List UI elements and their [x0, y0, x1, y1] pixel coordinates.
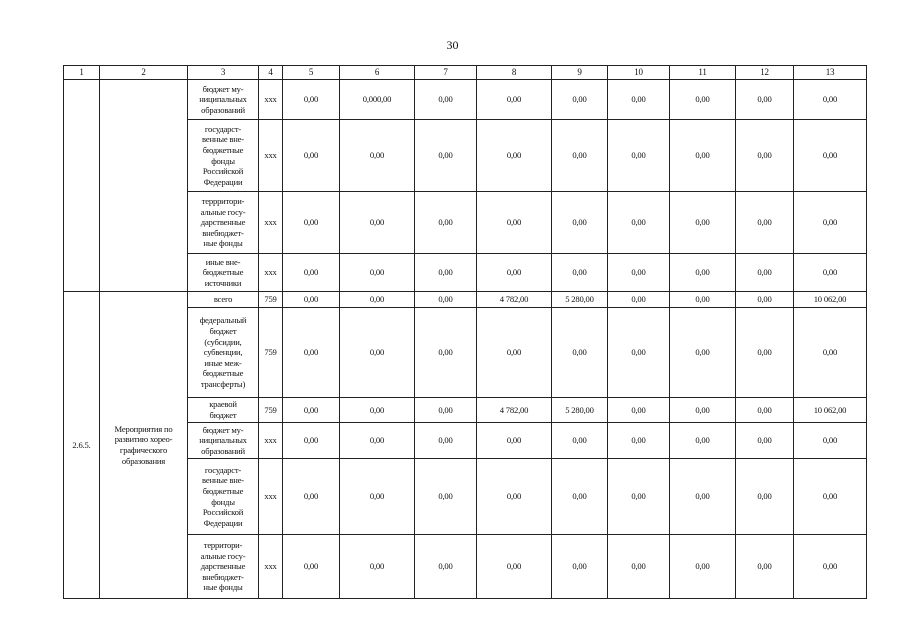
- value-cell: 0,00: [736, 120, 794, 192]
- funding-source-cell: всего: [188, 292, 259, 308]
- value-cell: 0,00: [736, 535, 794, 599]
- value-cell: 0,00: [415, 192, 477, 254]
- value-cell: 0,00: [283, 192, 340, 254]
- value-cell: 0,00: [608, 120, 670, 192]
- value-cell: 0,00: [794, 192, 867, 254]
- value-cell: 0,00: [608, 308, 670, 398]
- column-header: 9: [552, 66, 608, 80]
- value-cell: 0,00: [415, 254, 477, 292]
- value-cell: 0,00: [340, 535, 415, 599]
- column-header: 5: [283, 66, 340, 80]
- value-cell: 0,00: [552, 192, 608, 254]
- value-cell: 0,00: [552, 423, 608, 459]
- value-cell: 0,00: [608, 292, 670, 308]
- value-cell: 10 062,00: [794, 398, 867, 423]
- item-id-cell: [64, 80, 100, 292]
- value-cell: 0,00: [736, 192, 794, 254]
- table-header: [64, 66, 867, 80]
- value-cell: 0,00: [477, 80, 552, 120]
- value-cell: 0,00: [670, 192, 736, 254]
- value-cell: 0,00: [794, 254, 867, 292]
- code-cell: ххх: [259, 459, 283, 535]
- item-name-cell: [100, 80, 188, 292]
- value-cell: 0,00: [340, 308, 415, 398]
- code-cell: ххх: [259, 535, 283, 599]
- value-cell: 0,00: [340, 423, 415, 459]
- value-cell: 0,00: [736, 423, 794, 459]
- value-cell: 0,00: [415, 292, 477, 308]
- item-id-cell: 2.6.5.: [64, 292, 100, 599]
- value-cell: 0,00: [794, 80, 867, 120]
- value-cell: 0,00: [415, 398, 477, 423]
- value-cell: 0,00: [670, 398, 736, 423]
- value-cell: 0,00: [283, 535, 340, 599]
- value-cell: 0,00: [670, 120, 736, 192]
- value-cell: 0,00: [608, 254, 670, 292]
- value-cell: 4 782,00: [477, 398, 552, 423]
- value-cell: 0,00: [552, 308, 608, 398]
- table-row: [64, 80, 867, 120]
- value-cell: 0,00: [477, 535, 552, 599]
- value-cell: 0,00: [415, 120, 477, 192]
- column-header: 12: [736, 66, 794, 80]
- value-cell: 0,00: [415, 459, 477, 535]
- code-cell: ххх: [259, 192, 283, 254]
- value-cell: 0,00: [552, 254, 608, 292]
- funding-source-cell: федеральный бюджет (субсидии, субвенции, иные меж- бюджетные трансферты): [188, 308, 259, 398]
- column-header: 8: [477, 66, 552, 80]
- column-header: 3: [188, 66, 259, 80]
- value-cell: 0,00: [552, 459, 608, 535]
- value-cell: 0,00: [608, 192, 670, 254]
- budget-table: [63, 65, 867, 599]
- funding-source-cell: государст- венные вне- бюджетные фонды Российской Федерации: [188, 459, 259, 535]
- value-cell: 0,00: [477, 254, 552, 292]
- value-cell: 0,00: [794, 120, 867, 192]
- value-cell: 0,00: [608, 459, 670, 535]
- value-cell: 0,00: [794, 459, 867, 535]
- funding-source-cell: территори- альные госу- дарственные внебюджет- ные фонды: [188, 535, 259, 599]
- value-cell: 0,00: [608, 423, 670, 459]
- value-cell: 0,00: [340, 254, 415, 292]
- value-cell: 0,00: [552, 535, 608, 599]
- value-cell: 0,00: [736, 459, 794, 535]
- value-cell: 0,00: [415, 80, 477, 120]
- value-cell: 0,00: [340, 398, 415, 423]
- column-header: 6: [340, 66, 415, 80]
- value-cell: 0,00: [608, 398, 670, 423]
- column-header: 7: [415, 66, 477, 80]
- value-cell: 0,00: [736, 254, 794, 292]
- value-cell: 0,00: [415, 308, 477, 398]
- value-cell: 0,00: [340, 292, 415, 308]
- value-cell: 0,00: [608, 535, 670, 599]
- value-cell: 0,00: [736, 80, 794, 120]
- table-body: [64, 80, 867, 599]
- value-cell: 0,00: [283, 398, 340, 423]
- value-cell: 0,00: [552, 120, 608, 192]
- funding-source-cell: государст- венные вне- бюджетные фонды Российской Федерации: [188, 120, 259, 192]
- code-cell: ххх: [259, 80, 283, 120]
- column-header: 10: [608, 66, 670, 80]
- column-header: 1: [64, 66, 100, 80]
- code-cell: ххх: [259, 120, 283, 192]
- value-cell: 10 062,00: [794, 292, 867, 308]
- value-cell: 0,00: [283, 308, 340, 398]
- code-cell: ххх: [259, 254, 283, 292]
- value-cell: 0,00: [736, 398, 794, 423]
- value-cell: 0,00: [477, 459, 552, 535]
- value-cell: 0,00: [283, 459, 340, 535]
- value-cell: 0,00: [670, 459, 736, 535]
- value-cell: 0,00: [283, 80, 340, 120]
- code-cell: 759: [259, 398, 283, 423]
- value-cell: 0,00: [794, 308, 867, 398]
- value-cell: 0,00: [283, 292, 340, 308]
- code-cell: 759: [259, 308, 283, 398]
- page-number: 30: [446, 38, 459, 52]
- value-cell: 0,00: [670, 254, 736, 292]
- value-cell: 0,00: [608, 80, 670, 120]
- code-cell: ххх: [259, 423, 283, 459]
- value-cell: 5 280,00: [552, 292, 608, 308]
- value-cell: 0,00: [283, 254, 340, 292]
- value-cell: 5 280,00: [552, 398, 608, 423]
- column-header: 2: [100, 66, 188, 80]
- value-cell: 0,00: [670, 535, 736, 599]
- value-cell: 0,00: [415, 423, 477, 459]
- value-cell: 0,00: [670, 308, 736, 398]
- value-cell: 0,00: [736, 292, 794, 308]
- code-cell: 759: [259, 292, 283, 308]
- funding-source-cell: иные вне- бюджетные источники: [188, 254, 259, 292]
- table-row: [64, 292, 867, 308]
- value-cell: 0,00: [794, 423, 867, 459]
- value-cell: 0,00: [736, 308, 794, 398]
- column-header: 11: [670, 66, 736, 80]
- value-cell: 0,00: [283, 120, 340, 192]
- value-cell: 0,00: [340, 120, 415, 192]
- item-name-cell: Мероприятия по развитию хорео- графического образования: [100, 292, 188, 599]
- value-cell: 0,00: [340, 192, 415, 254]
- value-cell: 4 782,00: [477, 292, 552, 308]
- value-cell: 0,00: [283, 423, 340, 459]
- value-cell: 0,00: [670, 292, 736, 308]
- value-cell: 0,000,00: [340, 80, 415, 120]
- funding-source-cell: краевой бюджет: [188, 398, 259, 423]
- value-cell: 0,00: [670, 423, 736, 459]
- value-cell: 0,00: [477, 308, 552, 398]
- value-cell: 0,00: [477, 120, 552, 192]
- value-cell: 0,00: [477, 192, 552, 254]
- header-row: [64, 66, 867, 80]
- value-cell: 0,00: [670, 80, 736, 120]
- value-cell: 0,00: [415, 535, 477, 599]
- value-cell: 0,00: [340, 459, 415, 535]
- column-header: 4: [259, 66, 283, 80]
- column-header: 13: [794, 66, 867, 80]
- funding-source-cell: бюджет му- ниципальных образований: [188, 80, 259, 120]
- value-cell: 0,00: [477, 423, 552, 459]
- funding-source-cell: бюджет му- ниципальных образований: [188, 423, 259, 459]
- funding-source-cell: террритори- альные госу- дарственные внебюджет- ные фонды: [188, 192, 259, 254]
- value-cell: 0,00: [552, 80, 608, 120]
- value-cell: 0,00: [794, 535, 867, 599]
